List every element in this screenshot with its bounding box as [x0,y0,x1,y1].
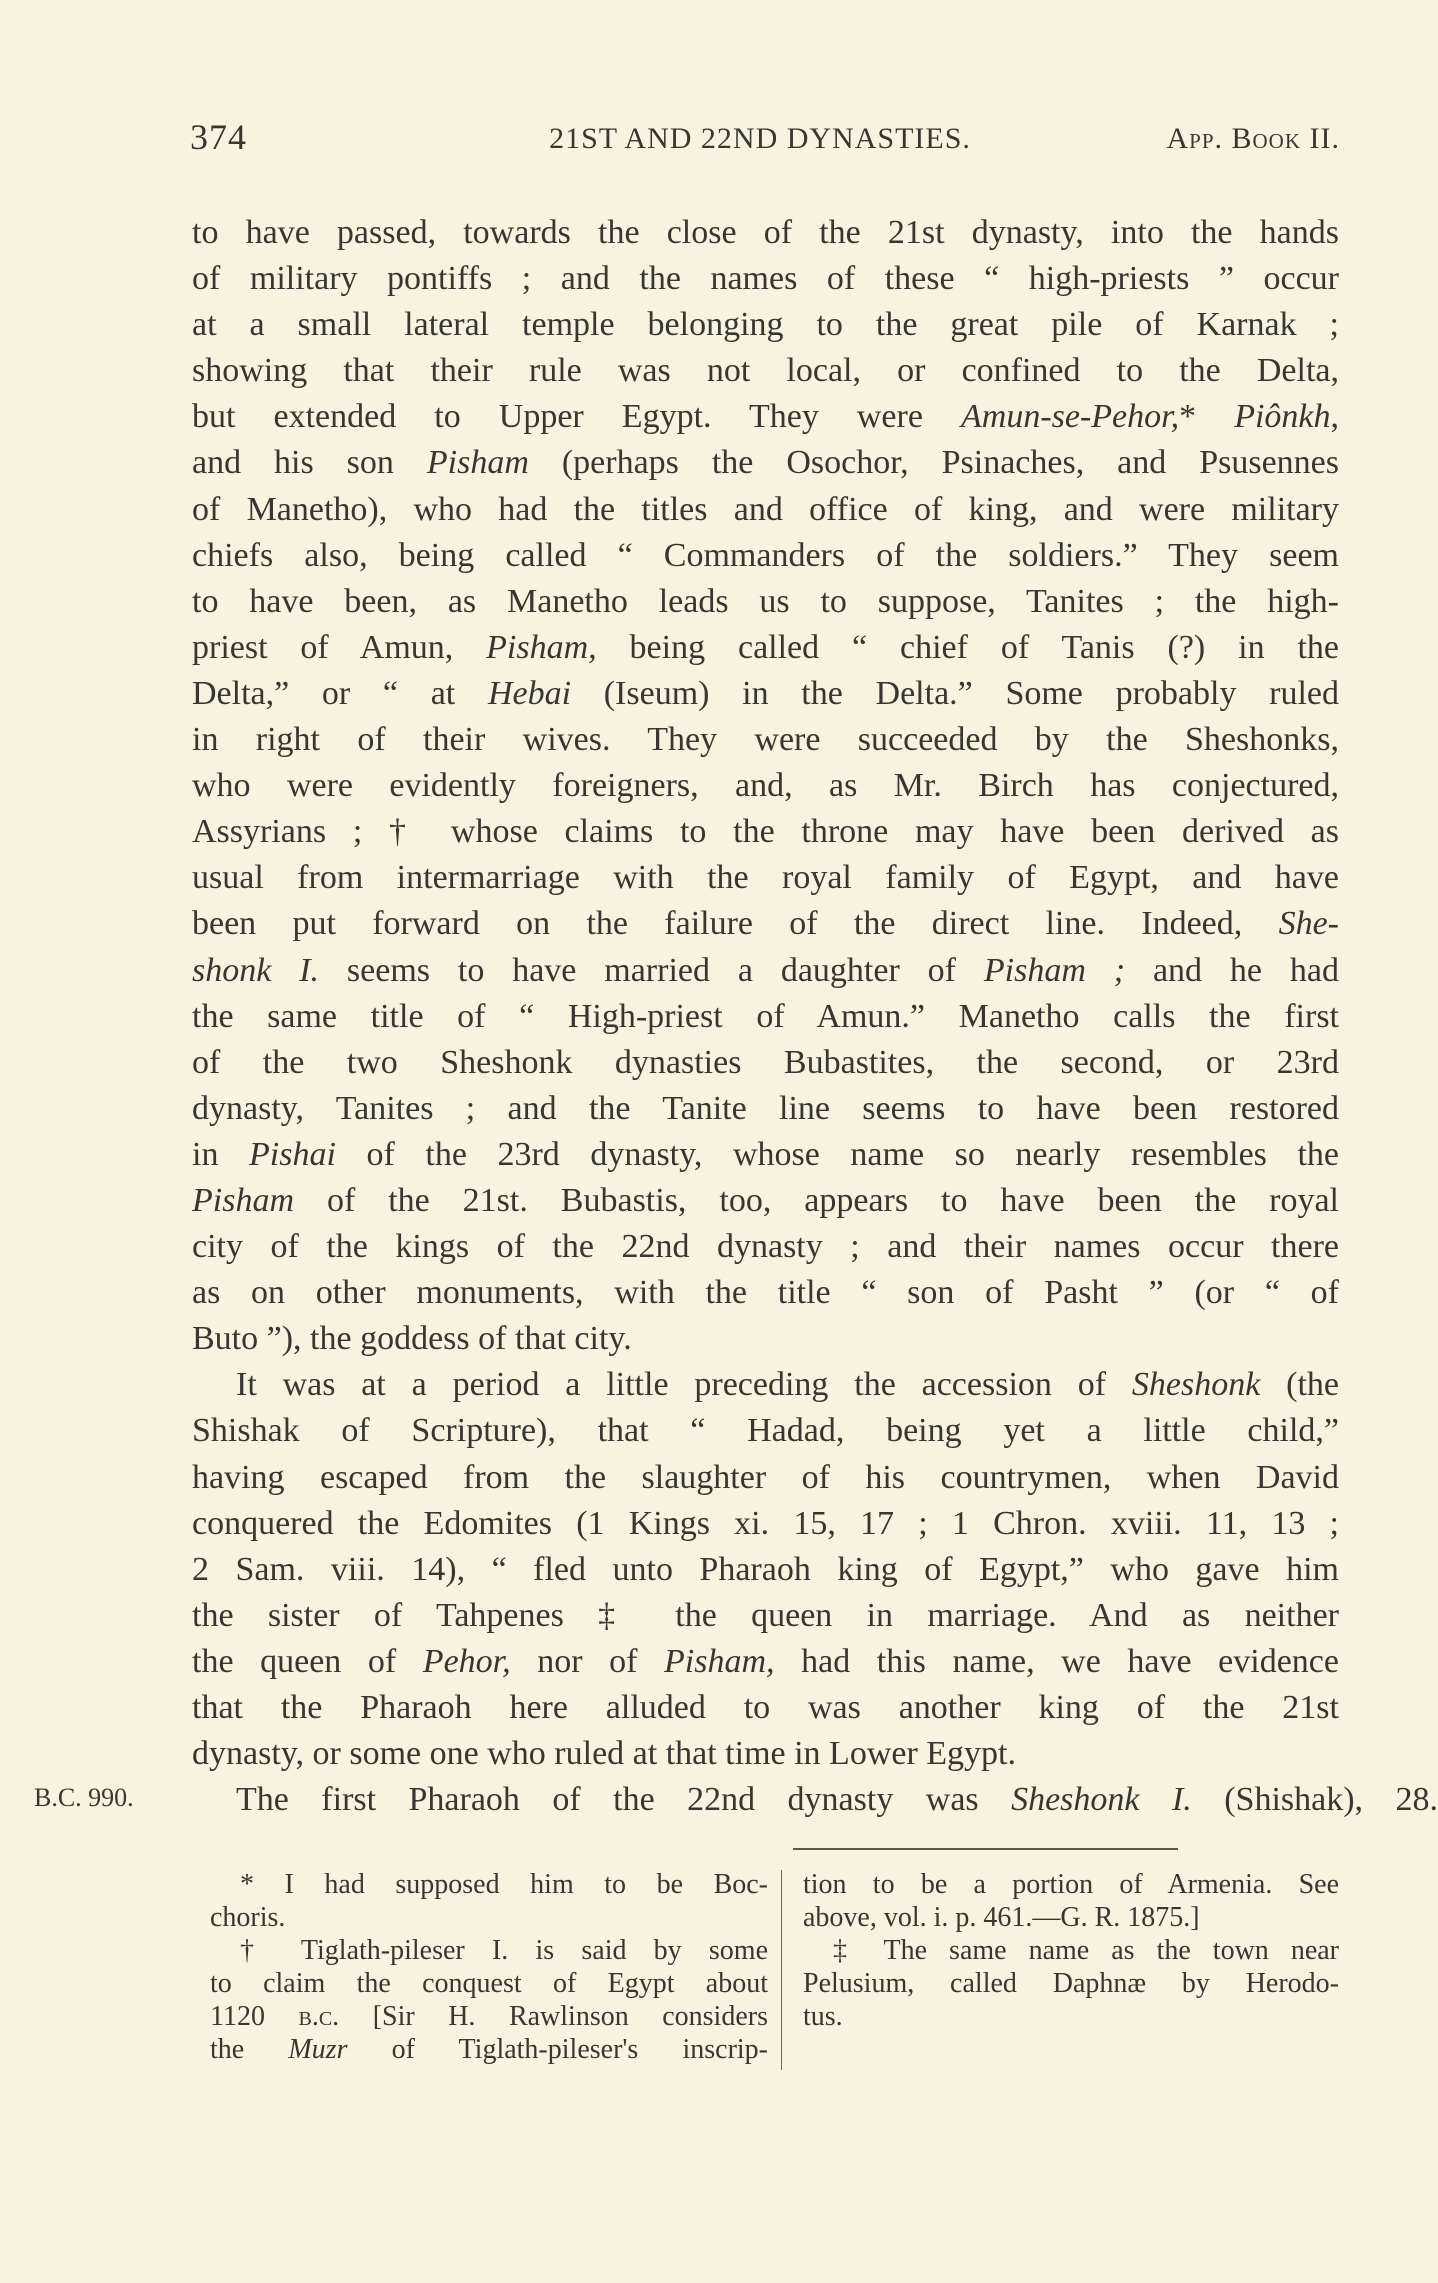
text-segment: to claim the conquest of Egypt about [210,1968,768,1999]
text-line [803,1967,1339,2000]
text-segment: and his son [192,444,427,482]
italic-text: Pisham, [664,1642,775,1680]
text-line [192,1086,1339,1132]
text-segment: chiefs also, being called “ Commanders of the soldiers.” They seem [192,536,1339,574]
text-line [192,1685,1339,1731]
italic-text: Pisham [426,444,529,482]
text-line [192,210,1339,256]
text-segment: The first Pharaoh of the 22nd dynasty was [236,1781,1012,1819]
text-segment: tion to be a portion of Armenia. See [803,1869,1339,1900]
text-segment: * I had supposed him to be Boc- [240,1869,768,1900]
paragraph [210,1868,768,1934]
book-reference: App. Book II. [1166,122,1340,155]
text-line [192,901,1339,947]
text-segment: city of the kings of the 22nd dynasty ; and their names occur there [192,1228,1339,1266]
text-line [192,1270,1339,1316]
text-segment: * [1179,398,1235,436]
footnote-rule [793,1848,1178,1850]
text-line [192,348,1339,394]
text-segment: Pelusium, called Daphnæ by Herodo- [803,1968,1339,1999]
italic-text: Sheshonk [1131,1366,1261,1404]
text-line [803,1934,1339,1967]
text-segment: (the [1260,1366,1340,1404]
text-line [192,440,1339,486]
text-segment: had this name, we have evidence [774,1642,1339,1680]
text-segment: of the two Sheshonk dynasties Bubastites, the second, or 23rd [192,1043,1339,1081]
italic-text: Pishai [249,1135,336,1173]
text-segment: nor of [510,1642,665,1680]
text-segment: dynasty, or some one who ruled at that time in Lower Egypt. [192,1735,1017,1773]
italic-text: shonk I. [192,951,320,989]
text-segment: 1120 [210,2001,299,2032]
text-line [803,1901,1339,1934]
text-segment: showing that their rule was not local, or confined to the Delta, [192,352,1339,390]
text-segment: to have been, as Manetho leads us to suppose, Tanites ; the high- [192,582,1339,620]
text-line [192,1731,1339,1777]
text-line [210,1967,768,2000]
text-segment: tus. [803,2001,843,2032]
text-line [192,1178,1339,1224]
text-segment: Shishak of Scripture), that “ Hadad, being yet a little child,” [192,1412,1339,1450]
italic-text: Sheshonk I. [1011,1781,1192,1819]
italic-text: Piônkh [1234,398,1331,436]
text-line [192,487,1339,533]
text-segment: above, vol. i. p. 461.—G. R. 1875.] [803,1902,1200,1933]
text-line [192,1132,1339,1178]
italic-text: Amun-se-Pehor, [961,398,1180,436]
text-segment: of Manetho), who had the titles and office of king, and were military [192,490,1339,528]
text-line [192,809,1339,855]
italic-text: Hebai [487,674,572,712]
text-segment: Delta,” or “ at [192,674,488,712]
text-line [192,994,1339,1040]
text-line [210,2033,768,2066]
text-line [192,1455,1339,1501]
text-segment: priest of Amun, [192,628,487,666]
text-segment: , [1330,398,1339,436]
text-segment: (Iseum) in the Delta.” Some probably ruled [571,674,1340,712]
text-segment: dynasty, Tanites ; and the Tanite line seems to have been restored [192,1089,1339,1127]
text-segment: It was at a period a little preceding the accession of [236,1366,1132,1404]
paragraph [803,1934,1339,2033]
body-text [192,210,1438,1823]
text-line [192,763,1339,809]
text-line [210,1901,768,1934]
text-segment: ‡ The same name as the town near [833,1935,1339,1966]
paragraph [192,210,1339,1362]
italic-text: Pehor, [422,1642,511,1680]
text-line [192,671,1339,717]
text-segment: † Tiglath-pileser I. is said by some [240,1935,768,1966]
text-segment: and he had [1125,951,1339,989]
text-segment: choris. [210,1902,286,1933]
text-segment: who were evidently foreigners, and, as Mr. Birch has conjectured, [192,767,1339,805]
text-segment: [Sir H. Rawlinson considers [339,2001,768,2032]
text-line [192,717,1339,763]
text-line [192,625,1339,671]
italic-text: Muzr [288,2034,348,2065]
paragraph [192,1362,1339,1777]
text-line [192,1501,1339,1547]
text-segment: Buto ”), the goddess of that city. [192,1320,632,1358]
italic-text: Pisham ; [983,951,1126,989]
page-number: 374 [190,117,247,157]
text-line [192,1224,1339,1270]
text-segment: the [210,2034,289,2065]
text-line [210,1934,768,1967]
text-line [803,2000,1339,2033]
italic-text: She- [1278,905,1339,943]
text-segment: in right of their wives. They were succeeded by the Sheshonks, [192,721,1339,759]
text-line [192,1639,1339,1685]
text-segment: to have passed, towards the close of the 21st dynasty, into the hands [192,214,1339,251]
text-segment: that the Pharaoh here alluded to was another king of the 21st [192,1689,1339,1726]
text-segment: (Shishak), 28. [1191,1781,1438,1819]
text-line [192,1040,1339,1086]
text-line [192,256,1339,302]
text-segment: but extended to Upper Egypt. They were [192,398,961,436]
text-segment: at a small lateral temple belonging to the great pile of Karnak ; [192,306,1339,344]
text-segment: as on other monuments, with the title “ son of Pasht ” (or “ of [192,1274,1339,1312]
text-segment: in [192,1135,250,1173]
italic-text: Pisham [192,1181,294,1219]
text-segment: being called “ chief of Tanis (?) in the [596,628,1339,666]
italic-text: Pisham, [486,628,597,666]
text-segment: been put forward on the failure of the direct line. Indeed, [192,905,1279,943]
text-segment: of the 21st. Bubastis, too, appears to have been the royal [294,1181,1339,1219]
text-segment: Assyrians ; † whose claims to the throne may have been derived as [192,813,1339,851]
text-segment: the queen of [192,1642,423,1680]
footnote-column-divider [781,1870,782,2070]
text-segment: usual from intermarriage with the royal family of Egypt, and have [192,859,1339,897]
footnotes-left-column [210,1868,768,2066]
text-line [192,1316,1339,1362]
margin-date-note: B.C. 990. [34,1783,134,1812]
text-segment: of Tiglath-pileser's inscrip- [347,2034,768,2065]
text-line [192,855,1339,901]
running-title: 21ST AND 22ND DYNASTIES. [549,122,971,155]
text-segment: (perhaps the Osochor, Psinaches, and Psusennes [528,444,1340,482]
text-segment: the same title of “ High-priest of Amun.” Manetho calls the first [192,997,1339,1035]
text-segment: conquered the Edomites (1 Kings xi. 15, 17 ; 1 Chron. xviii. 11, 13 ; [192,1504,1339,1542]
text-segment: having escaped from the slaughter of his countrymen, when David [192,1458,1339,1496]
text-line [192,394,1339,440]
text-line [210,1868,768,1901]
text-line [192,1362,1339,1408]
footnotes-right-column [803,1868,1339,2033]
text-segment: the sister of Tahpenes ‡ the queen in marriage. And as neither [192,1596,1339,1634]
paragraph [192,1777,1438,1823]
text-segment: seems to have married a daughter of [319,951,984,989]
text-line [803,1868,1339,1901]
text-line [192,579,1339,625]
paragraph [803,1868,1339,1934]
text-line [192,1593,1339,1639]
small-caps-text: b.c. [298,2001,340,2032]
text-segment: 2 Sam. viii. 14), “ fled unto Pharaoh king of Egypt,” who gave him [192,1550,1339,1588]
text-line [210,2000,768,2033]
text-segment: of the 23rd dynasty, whose name so nearly resembles the [335,1135,1339,1173]
paragraph [210,1934,768,2066]
text-line [192,948,1339,994]
text-line [192,533,1339,579]
text-line [192,1777,1438,1823]
text-segment: of military pontiffs ; and the names of these “ high-priests ” occur [192,260,1339,298]
text-line [192,302,1339,348]
text-line [192,1408,1339,1454]
text-line [192,1547,1339,1593]
